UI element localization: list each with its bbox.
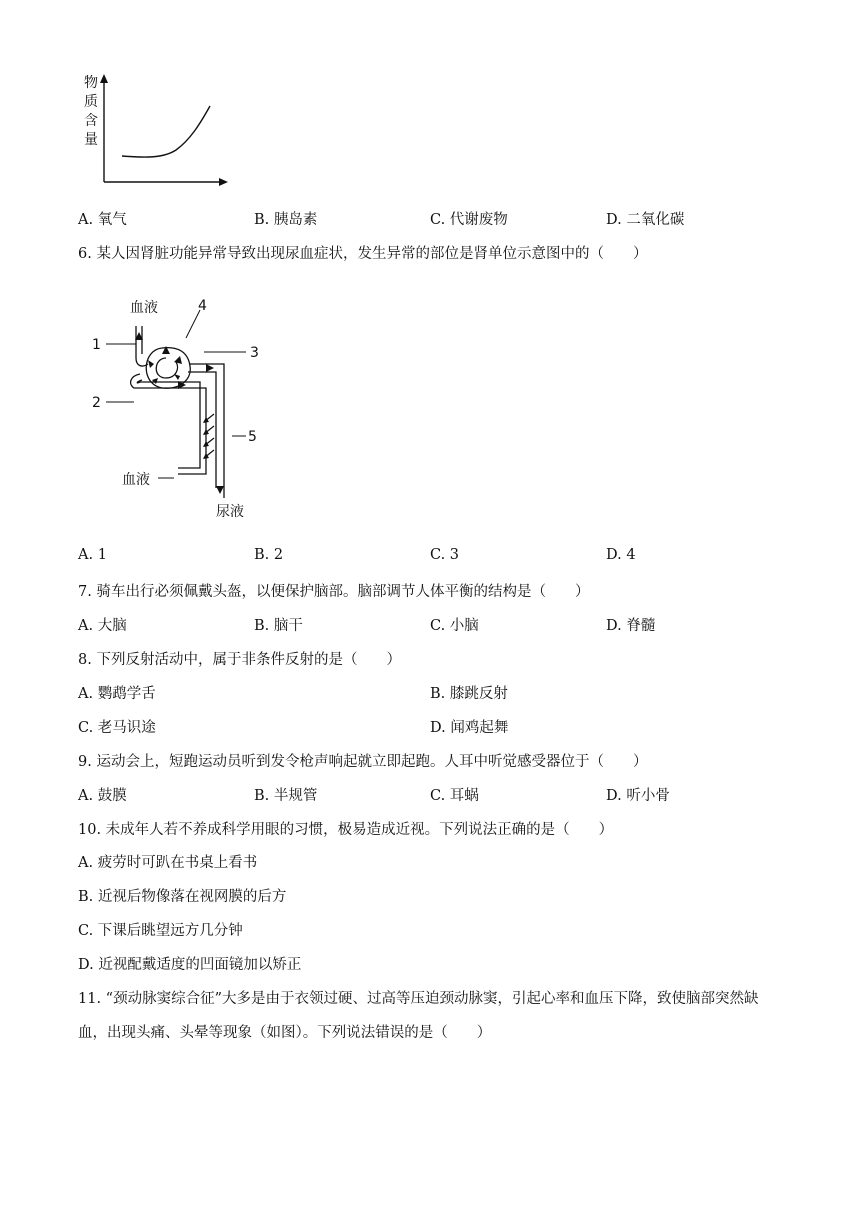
blood-out-label: 血液 bbox=[122, 472, 150, 488]
label-4: 4 bbox=[198, 298, 207, 314]
y-axis-label bbox=[84, 74, 100, 150]
urine-flow-arrow bbox=[216, 486, 224, 494]
q6-option-d[interactable]: D. 4 bbox=[606, 547, 636, 563]
q10-option-d[interactable]: D. 近视配戴适度的凹面镜加以矫正 bbox=[78, 957, 302, 973]
curve-graph-svg bbox=[78, 72, 238, 192]
y-label-char: 物 bbox=[84, 75, 98, 91]
glomerulus bbox=[156, 358, 177, 378]
q10-option-b[interactable]: B. 近视后物像落在视网膜的后方 bbox=[78, 889, 287, 905]
y-label-char: 含 bbox=[84, 113, 98, 129]
q7-option-b[interactable]: B. 脑干 bbox=[254, 618, 303, 634]
q10-option-c[interactable]: C. 下课后眺望远方几分钟 bbox=[78, 923, 243, 939]
q8-stem: 8. 下列反射活动中，属于非条件反射的是（ ） bbox=[78, 652, 401, 668]
y-axis-arrow bbox=[100, 74, 108, 83]
q5-option-c[interactable]: C. 代谢废物 bbox=[430, 212, 508, 228]
q10-option-a[interactable]: A. 疲劳时可趴在书桌上看书 bbox=[78, 855, 258, 871]
q9-option-d[interactable]: D. 听小骨 bbox=[606, 788, 670, 804]
y-label-char: 质 bbox=[84, 94, 98, 110]
q5-option-d[interactable]: D. 二氧化碳 bbox=[606, 212, 685, 228]
q6-option-b[interactable]: B. 2 bbox=[254, 547, 284, 563]
q11-stem-line2: 血，出现头痛、头晕等现象（如图）。下列说法错误的是（ ） bbox=[78, 1025, 492, 1041]
q9-option-c[interactable]: C. 耳蜗 bbox=[430, 788, 479, 804]
q8-option-b[interactable]: B. 膝跳反射 bbox=[430, 686, 508, 702]
label-5: 5 bbox=[248, 429, 257, 445]
q7-option-d[interactable]: D. 脊髓 bbox=[606, 618, 656, 634]
q5-option-a[interactable]: A. 氧气 bbox=[78, 212, 127, 228]
q7-stem: 7. 骑车出行必须佩戴头盔，以便保护脑部。脑部调节人体平衡的结构是（ ） bbox=[78, 584, 590, 600]
q6-option-c[interactable]: C. 3 bbox=[430, 547, 460, 563]
x-axis-arrow bbox=[219, 178, 228, 186]
blood-in-label: 血液 bbox=[130, 300, 158, 316]
q5-option-b[interactable]: B. 胰岛素 bbox=[254, 212, 318, 228]
q7-option-c[interactable]: C. 小脑 bbox=[430, 618, 479, 634]
label-2: 2 bbox=[92, 395, 101, 411]
efferent-arteriole bbox=[131, 374, 206, 474]
label-3: 3 bbox=[250, 345, 259, 361]
content-curve-graph bbox=[78, 72, 238, 192]
q10-stem: 10. 未成年人若不养成科学用眼的习惯，极易造成近视。下列说法正确的是（ ） bbox=[78, 822, 614, 838]
q9-stem: 9. 运动会上，短跑运动员听到发令枪声响起就立即起跑。人耳中听觉感受器位于（ ） bbox=[78, 754, 648, 770]
q8-option-a[interactable]: A. 鹦鹉学舌 bbox=[78, 686, 156, 702]
q11-stem-line1: 11. “颈动脉窦综合征”大多是由于衣领过硬、过高等压迫颈动脉窦，引起心率和血压下降，致使脑部突然缺 bbox=[78, 991, 759, 1007]
label-1: 1 bbox=[92, 337, 101, 353]
q8-option-d[interactable]: D. 闻鸡起舞 bbox=[430, 720, 509, 736]
q9-option-a[interactable]: A. 鼓膜 bbox=[78, 788, 127, 804]
y-label-char: 量 bbox=[84, 132, 98, 148]
urine-label: 尿液 bbox=[216, 504, 244, 520]
q8-option-c[interactable]: C. 老马识途 bbox=[78, 720, 156, 736]
nephron-svg bbox=[86, 288, 276, 524]
q7-option-a[interactable]: A. 大脑 bbox=[78, 618, 127, 634]
nephron-diagram bbox=[86, 288, 276, 524]
q6-option-a[interactable]: A. 1 bbox=[78, 547, 107, 563]
content-curve bbox=[122, 106, 210, 157]
q6-stem: 6. 某人因肾脏功能异常导致出现尿血症状，发生异常的部位是肾单位示意图中的（ ） bbox=[78, 246, 648, 262]
q9-option-b[interactable]: B. 半规管 bbox=[254, 788, 318, 804]
